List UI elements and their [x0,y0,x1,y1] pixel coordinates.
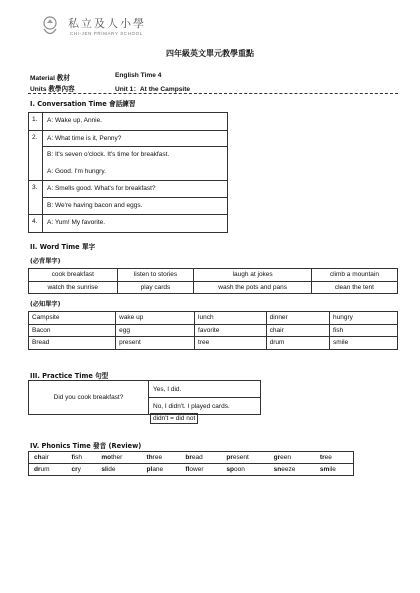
conversation-group [29,130,228,181]
conversation-heading: I. Conversation Time 會話練習 [30,100,136,108]
practice-table [28,380,261,415]
word-cell: present [116,337,195,350]
phonics-rest: air [41,454,49,461]
table-row [29,452,354,464]
phonics-rest: ane [152,466,164,473]
phonics-word [66,452,96,464]
phonics-rest: esent [232,454,249,461]
phonics-table [28,451,354,476]
phonics-word [269,464,315,476]
word-cell: listen to stories [117,269,194,282]
known-words-label: (必知單字) [30,301,61,308]
word-cell: laugh at jokes [194,269,311,282]
word-cell: Bacon [29,324,116,337]
word-cell: Bread [29,337,116,350]
table-row [29,464,354,476]
phonics-word [180,452,221,464]
word-cell: tree [195,337,267,350]
school-logo [38,14,62,40]
required-words-label: (必背單字) [30,258,61,265]
practice-answer-no: No, I didn't. I played cards. [149,398,261,415]
dialog-line: A: Good. I'm hungry. [47,167,106,175]
contraction-note: didn't = did not [150,413,198,424]
word-cell: wash the pots and pans [194,281,311,294]
phonics-word [142,452,181,464]
table-row [29,281,398,294]
phonics-word [315,464,354,476]
table-row [29,324,398,337]
dialog-line: A: Yum! My favorite. [47,219,106,226]
word-cell: fish [330,324,398,337]
phonics-word [315,452,354,464]
word-cell: egg [116,324,195,337]
word-time-heading: II. Word Time 單字 [30,243,96,251]
phonics-word [29,464,67,476]
page-title: 四年級英文單元教學重點 [166,49,254,58]
phonics-sound: sp [226,466,234,473]
table-row [29,381,261,398]
conversation-table [28,112,228,233]
table-row [29,337,398,350]
practice-heading: III. Practice Time 句型 [30,372,109,380]
dialog-line: B: It's seven o'clock. It's time for breakfast. [47,151,170,158]
phonics-word [96,452,141,464]
phonics-word [142,464,181,476]
word-cell: smile [330,337,398,350]
practice-question: Did you cook breakfast? [29,381,149,415]
practice-answer-yes: Yes, I did. [149,381,261,398]
phonics-rest: y [77,466,81,473]
phonics-word [29,452,67,464]
word-cell: hungry [330,312,398,325]
units-value: Unit 1：At the Campsite [115,86,191,93]
word-cell: climb a mountain [311,269,397,282]
phonics-word [180,464,221,476]
phonics-rest: ide [106,466,116,473]
phonics-rest: ree [152,454,163,461]
section-divider [28,93,398,94]
dialog-line: B: We're having bacon and eggs. [47,201,143,209]
word-cell: cook breakfast [29,269,118,282]
group-number: 4. [29,215,43,233]
word-cell: wake up [116,312,195,325]
conversation-group [29,113,228,131]
phonics-word [66,464,96,476]
phonics-word [221,452,268,464]
phonics-sound: tr [319,454,325,461]
phonics-sound: f [71,454,74,461]
units-label: Units 教學內容 [30,86,75,93]
phonics-word [221,464,268,476]
dialog-line: A: Smells good. What's for breakfast? [43,181,227,198]
conversation-group [29,215,228,233]
word-cell: chair [266,324,329,337]
phonics-word [269,452,315,464]
phonics-sound: fl [185,466,190,473]
phonics-rest: ower [189,466,204,473]
phonics-sound: br [185,454,192,461]
group-number: 1. [29,113,43,131]
word-cell: dinner [266,312,329,325]
word-cell: watch the sunrise [29,281,118,294]
word-cell: favorite [195,324,267,337]
phonics-sound: sl [101,466,107,473]
known-words-table [28,311,398,350]
material-value: English Time 4 [115,72,162,79]
material-label: Material 教材 [30,75,70,82]
phonics-rest: um [40,466,50,473]
phonics-sound: sn [273,466,282,473]
dialog-line: A: What time is it, Penny? [43,131,227,148]
group-number: 3. [29,181,43,215]
phonics-rest: een [280,454,292,461]
phonics-sound: cr [71,466,78,473]
phonics-rest: ther [111,454,123,461]
group-number: 2. [29,130,43,181]
phonics-sound: mo [101,454,112,461]
phonics-word [96,464,141,476]
phonics-heading: IV. Phonics Time 發音 (Review) [30,442,142,450]
school-name-chinese: 私立及人小學 [68,17,146,30]
phonics-sound: th [146,454,153,461]
phonics-rest: ee [324,454,332,461]
phonics-rest: ile [329,466,336,473]
phonics-sound: dr [34,466,41,473]
word-cell: lunch [195,312,267,325]
phonics-sound: sm [319,466,330,473]
word-cell: clean the tent [311,281,397,294]
phonics-rest: eeze [281,466,296,473]
school-name-english: CHI-JEN PRIMARY SCHOOL [70,31,143,36]
word-cell: drum [266,337,329,350]
phonics-rest: oon [233,466,245,473]
required-words-table [28,268,398,294]
phonics-rest: ead [191,454,203,461]
phonics-sound: pr [226,454,233,461]
phonics-sound: pl [146,466,153,473]
phonics-rest: ish [73,454,82,461]
table-row [29,269,398,282]
phonics-sound: gr [273,454,281,461]
word-cell: Campsite [29,312,116,325]
phonics-sound: ch [34,454,42,461]
dialog-line: A: Wake up, Annie. [47,117,103,124]
conversation-group [29,181,228,215]
word-cell: play cards [117,281,194,294]
table-row [29,312,398,325]
